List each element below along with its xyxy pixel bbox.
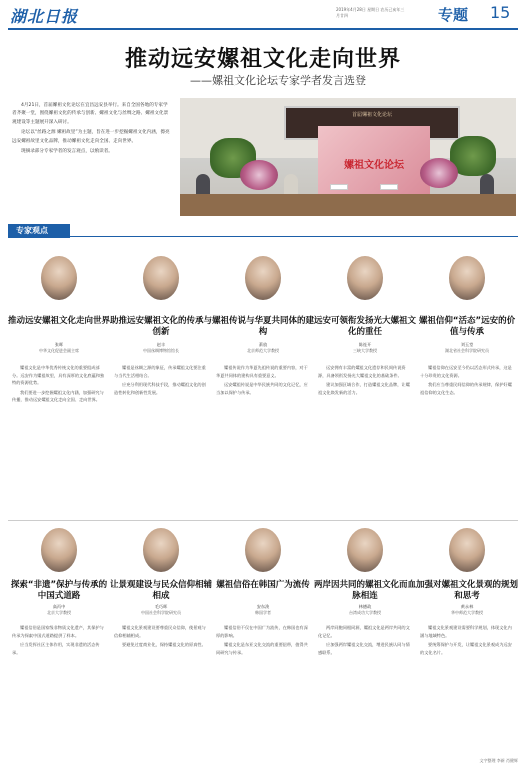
photo-table xyxy=(180,194,516,216)
row-divider xyxy=(8,520,518,521)
photo-banner-text: 首届嫘祖文化论坛 xyxy=(351,112,392,118)
expert-affiliation: 三峡大学教授 xyxy=(353,348,377,353)
section-tag: 专家观点 xyxy=(8,224,70,238)
photo-nameplate xyxy=(380,184,398,190)
page-number: 15 xyxy=(490,3,511,22)
avatar xyxy=(41,528,77,572)
avatar xyxy=(449,528,485,572)
article-title: 探索“非遗”保护与传承的中国式道路 xyxy=(10,580,108,601)
article-paragraph: 建议加强区域合作，打造嫘祖文化品牌，让嫘祖文化焕发新的活力。 xyxy=(318,382,410,395)
expert-article xyxy=(416,528,518,752)
expert-affiliation: 华中师范大学教授 xyxy=(451,610,483,615)
article-paragraph: 嫘祖文化景观建设需要科学规划，体现文化内涵与地域特色。 xyxy=(420,625,512,638)
article-paragraph: 嫘祖文化景观建设要尊重民众信仰，使景观与信仰相辅相成。 xyxy=(114,625,206,638)
photo-person xyxy=(196,174,210,196)
expert-affiliation: 中华文化促进会副主席 xyxy=(39,348,79,353)
expert-article xyxy=(416,256,518,516)
photo-person xyxy=(284,174,298,196)
intro-text xyxy=(12,102,170,158)
photo-nameplate xyxy=(330,184,348,190)
article-paragraph: 两岸同胞同根同源，嫘祖文化是两岸共同的文化记忆。 xyxy=(318,625,410,638)
expert-affiliation: 北京大学教授 xyxy=(47,610,71,615)
article-title: 推动远安嫘祖文化走向世界 xyxy=(8,316,111,326)
article-body xyxy=(216,624,310,750)
avatar xyxy=(41,256,77,300)
article-paragraph: 嫘祖信仰在远安至今仍以活态形式传承，这是十分珍贵的文化资源。 xyxy=(420,365,512,378)
expert-article xyxy=(314,256,416,516)
expert-affiliation: 湖北省社会科学院研究员 xyxy=(445,348,489,353)
expert-article xyxy=(212,528,314,752)
expert-affiliation: 韩国学者 xyxy=(255,610,271,615)
article-body xyxy=(12,624,106,750)
section-bar-line xyxy=(70,236,518,237)
expert-name: 张晖 xyxy=(54,342,64,347)
avatar xyxy=(347,528,383,572)
photo-person xyxy=(480,174,494,196)
article-paragraph: 嫘祖信俗是国家级非物质文化遗产，其保护与传承为探索中国式道路提供了样本。 xyxy=(12,625,104,638)
headline: 推动远安嫘祖文化走向世界 xyxy=(124,47,401,72)
article-title: 远安可领衔发扬光大嫘祖文化的重任 xyxy=(314,316,417,337)
expert-article xyxy=(8,528,110,752)
expert-affiliation: 台湾成功大学教授 xyxy=(349,610,381,615)
subheadline: ——嫘祖文化论坛专家学者发言选登 xyxy=(190,74,366,87)
article-paragraph: 应充分利用现代科技手段，推动嫘祖文化的创造性转化和创新性发展。 xyxy=(114,382,206,395)
article-paragraph: 我们应当尊重民间信仰的传承规律，保护好嫘祖信仰的文化生态。 xyxy=(420,382,512,395)
article-paragraph: 远安拥有丰富的嫘祖文化遗存和民间传说资源，具备领衔发扬光大嫘祖文化的基础条件。 xyxy=(318,365,406,378)
intro-paragraph: 4月21日，首届嫘祖文化论坛在宜昌远安县举行。来自全国各地的专家学者齐聚一堂，围绕嫘祖文化的传承与创新、嫘祖文化与丝绸之路、嫘祖文化景观建设等主题展开深入研讨。 xyxy=(12,103,169,125)
expert-name: 林德政 xyxy=(358,604,372,609)
editor-credits: 文字整理 李新 肖健辉 xyxy=(479,758,518,763)
section-bar xyxy=(8,224,518,238)
expert-name: 安东浚 xyxy=(256,604,270,609)
publication-date: 2019年4月28日 星期日 农历己亥年三月廿四 xyxy=(336,7,405,18)
article-paragraph: 嫘祖是丝绸之源的象征，传承嫘祖文化要注重与当代生活相结合。 xyxy=(114,365,206,378)
article-paragraph: 应加强两岸嫘祖文化交流，增进民族认同与情感联系。 xyxy=(318,642,410,655)
expert-affiliation: 中国丝绸博物馆馆长 xyxy=(143,348,179,353)
avatar xyxy=(347,256,383,300)
article-body xyxy=(318,364,412,514)
article-body xyxy=(114,624,208,750)
expert-affiliation: 北京师范大学教授 xyxy=(247,348,279,353)
expert-name: 刘玉堂 xyxy=(460,342,474,347)
experts-row-1 xyxy=(8,256,518,516)
avatar xyxy=(245,528,281,572)
photo-flowers xyxy=(240,160,278,190)
intro-paragraph: 现摘录部分专家学者的发言观点，以飨读者。 xyxy=(21,149,113,155)
page-header xyxy=(0,0,526,30)
article-paragraph: 我们要进一步挖掘嫘祖文化内涵，加强研究与传播，推动远安嫘祖文化走向全国、走向世界。 xyxy=(12,389,104,403)
article-body xyxy=(318,624,412,750)
article-title: 嫘祖传说与华夏共同体的建构 xyxy=(212,316,315,337)
experts-row-2 xyxy=(8,528,518,752)
avatar xyxy=(245,256,281,300)
masthead-logo: 湖北日报 xyxy=(10,7,79,26)
expert-name: 赵丰 xyxy=(156,342,166,347)
article-paragraph: 要避免过度商业化，保持嫘祖文化的原真性。 xyxy=(122,642,206,648)
lead-photo xyxy=(180,98,516,216)
article-title: 助推远安嫘祖文化的传承与创新 xyxy=(110,316,213,337)
expert-name: 陈连开 xyxy=(358,342,372,347)
section-name: 专题 xyxy=(438,6,469,24)
article-title: 嫘祖信俗在韩国广为流传 xyxy=(216,580,310,590)
article-paragraph: 应当发挥社区主体作用，实现非遗的活态传承。 xyxy=(12,642,100,655)
header-rule xyxy=(8,28,518,30)
article-title: 两岸因共同的嫘祖文化而血脉相连 xyxy=(314,580,417,601)
expert-name: 毛巧晖 xyxy=(154,604,168,609)
article-title: 让景观建设与民众信仰相辅相成 xyxy=(110,580,213,601)
expert-article xyxy=(8,256,110,516)
avatar xyxy=(449,256,485,300)
article-body xyxy=(420,364,514,514)
expert-affiliation: 中国社会科学院研究员 xyxy=(141,610,181,615)
photo-flowers xyxy=(420,158,458,188)
expert-article xyxy=(110,256,212,516)
article-title: 嫘祖信仰“活态”远安的价值与传承 xyxy=(418,316,516,337)
expert-article xyxy=(110,528,212,752)
avatar xyxy=(143,528,179,572)
photo-screen-title: 嫘祖文化论坛 xyxy=(344,160,404,171)
article-paragraph: 嫘祖文化是中华优秀传统文化的重要组成部分。远安作为嫘祖故里，具有深厚的文化底蕴和独特的资源优势。 xyxy=(12,365,105,386)
expert-article xyxy=(212,256,314,516)
expert-name: 黄永林 xyxy=(460,604,474,609)
article-paragraph: 嫘祖传说作为华夏先祖传说的重要内容，对于华夏共同体的建构具有重要意义。 xyxy=(216,365,308,378)
article-body xyxy=(216,364,310,514)
expert-name: 高丙中 xyxy=(52,604,66,609)
article-paragraph: 嫘祖文化是东亚文化交流的重要纽带，值得共同研究与传承。 xyxy=(216,642,308,655)
page-footer xyxy=(8,756,518,766)
article-paragraph: 嫘祖信俗不仅在中国广为流传，在韩国也有深厚的影响。 xyxy=(216,625,308,638)
avatar xyxy=(143,256,179,300)
article-title: 加强对嫘祖文化景观的规划和思考 xyxy=(416,580,519,601)
article-body xyxy=(420,624,514,750)
article-body xyxy=(114,364,208,514)
article-body xyxy=(12,364,106,514)
expert-article xyxy=(314,528,416,752)
article-paragraph: 远安嫘祖传说是中华民族共同的文化记忆，应当加以保护与传承。 xyxy=(216,382,308,395)
expert-name: 萧放 xyxy=(258,342,268,347)
article-paragraph: 要统筹保护与开发，让嫘祖文化景观成为远安的文化名片。 xyxy=(420,642,512,655)
intro-paragraph: 论坛以“丝路之源 嫘祖故里”为主题，旨在进一步挖掘嫘祖文化内涵，擦亮远安嫘祖故里文化品牌，推动嫘祖文化走向全国、走向世界。 xyxy=(12,130,170,144)
